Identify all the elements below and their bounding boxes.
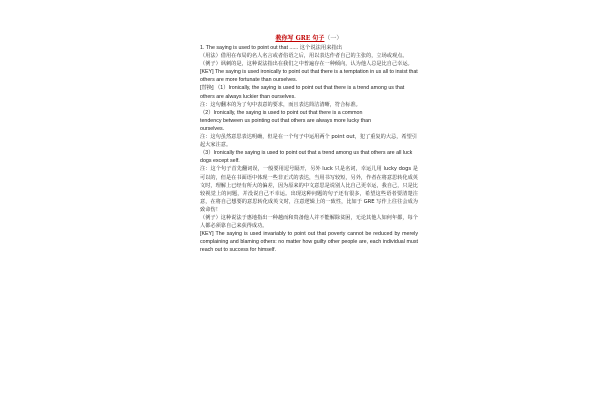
example-2-chinese: （例子）这种说法于惠地指出一种越而和贵备他人并不能解除贫困，无论其他人如何年都，每个人都必须靠自己来获得成功。 xyxy=(200,214,418,230)
alternative-2-line-3: ourselves. xyxy=(200,125,225,132)
note-1: 注：这句翻本的为了句中表意的要求，而且表达简洁清晰，符合标准。 xyxy=(200,101,361,108)
title-main: 教你写 GRE 句子 xyxy=(275,35,325,42)
key-sentence-1: [KEY] The saying is used ironically to point out that there is a temptation in us all to insist that others are more fortunate than ourselves. xyxy=(200,69,418,84)
title-sub: （一） xyxy=(324,35,343,42)
usage-note: （用法）借用在布局的名人名言或者俗语之后，用以表达作者自己的主张的，立场或观点。 xyxy=(200,53,408,60)
key-sentence-2: [KEY] The saying is used invariably to point out that poverty cannot be reduced by merely complaining and blaming others: no matter how guilty other people are, each individual must reach out to success for himself. xyxy=(200,231,418,254)
alternative-2-line-2: tendency between us pointing out that others are always more lucky than xyxy=(200,117,372,124)
note-2: 注：这句虽然意思表达明确，但是在一个句子中运用两个 point out，犯了重复的大忌，希望引起大家注意。 xyxy=(200,134,417,149)
note-3: 注：这个句子首先翻词误，一般要用逗号隔开，另外 luck 只是名词，幸运儿用 lucky dogs 是可以的，但是在书面语中体现一些非正式的表达，当用书写较短，另外，作者在将意思转化成英文时，理解上已经有所大的偏差，因为原来的中文意思是说别人比自己更幸运，我自己，只是比较视觉上的问题，并没说自己不幸运。出现这种问题的句子还有很多，希望这些语者要清楚注意，在将自己想要的意思转化成英文时，注意逻辑上的一致性，比如于 GRE 写作上往往会成为致命伤！ xyxy=(200,166,418,213)
document-page xyxy=(200,34,418,254)
alternative-1: [替换] （1）Ironically, the saying is used to point out that there is a trend among us that others are always luckier than ourselves. xyxy=(200,85,405,100)
heading-item-1: 1. The saying is used to point out that ...... 这个说法用来指出 xyxy=(200,45,343,51)
document-title xyxy=(200,34,418,43)
alternative-3: （3）Ironically the saying is used to point out that a trend among us that others are all luck dogs except self. xyxy=(200,150,413,165)
alternative-2-line-1: （2）Ironically, the saying is used to point out that there is a common xyxy=(200,109,363,116)
example-1-chinese: （例子）讽刺的是，这种说法指出在我们之中普遍存在一种倾向，认为他人总是比自己幸运。 xyxy=(200,61,413,68)
